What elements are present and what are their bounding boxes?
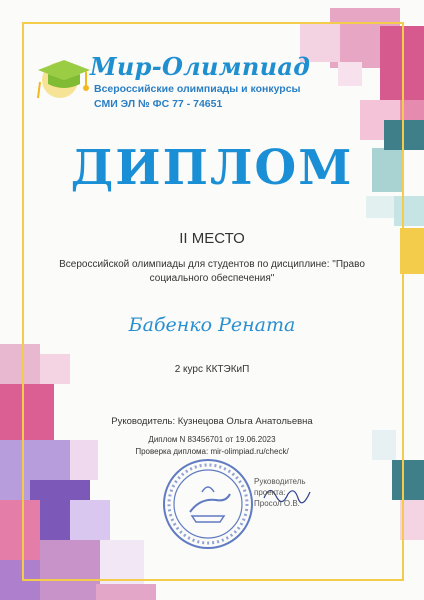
logo-subtitle: Всероссийские олимпиады и конкурсы — [94, 83, 301, 95]
stamp-icon — [160, 456, 256, 552]
signature-role-2: проекта: — [254, 488, 286, 497]
olympiad-description: Всероссийской олимпиады для студентов по дисциплине: "Право социального обеспечения" — [59, 259, 365, 284]
signature-block — [254, 476, 306, 509]
recipient-name: Бабенко Рената — [128, 314, 296, 336]
course-info: 2 курс ККТЭКиП — [174, 364, 250, 375]
supervisor: Руководитель: Кузнецова Ольга Анатольевна — [111, 416, 313, 427]
signature-role: Руководитель — [254, 477, 306, 486]
graduation-cap-icon — [34, 52, 94, 104]
logo-title: Мир-Олимпиад — [90, 52, 311, 81]
logo-registration: СМИ ЭЛ № ФС 77 - 74651 — [94, 98, 223, 110]
diploma-check-link[interactable]: Проверка диплома: mir-olimpiad.ru/check/ — [135, 447, 289, 456]
signature-name: Просол О.В. — [254, 499, 300, 508]
diploma-number: Диплом N 83456701 от 19.06.2023 — [148, 435, 276, 444]
logo — [34, 52, 311, 124]
place: II МЕСТО — [179, 230, 245, 247]
diploma-title: ДИПЛОМ — [70, 140, 354, 196]
